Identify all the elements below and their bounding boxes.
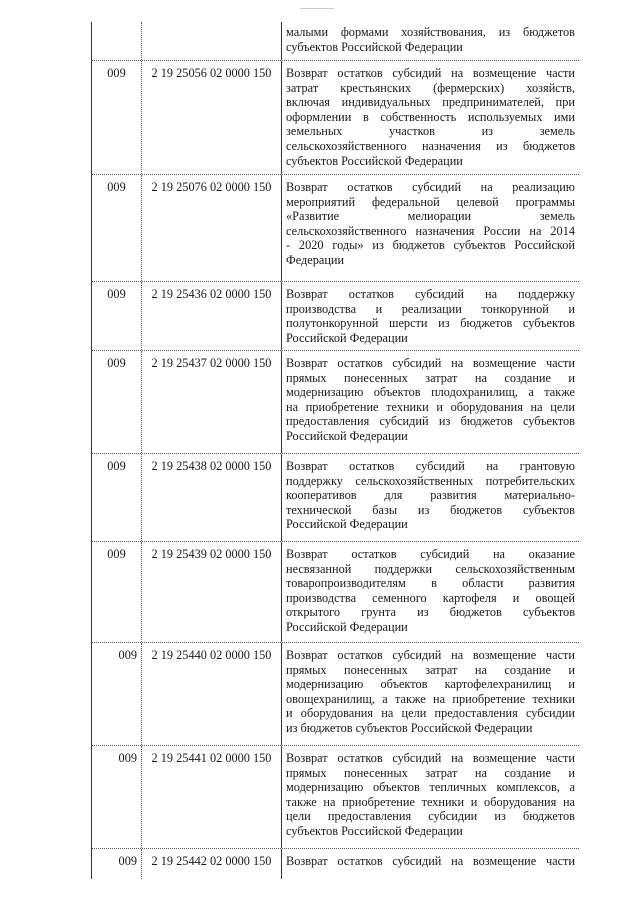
admin-code-cell: 009 — [92, 175, 142, 281]
table-row — [92, 643, 579, 746]
text-line: сельскохозяйственного назначения из бюджетов — [286, 138, 575, 153]
text-line: из бюджетов субъектов Российской Федерации — [286, 720, 533, 735]
text-line: на приобретение техники и оборудования на цели — [286, 399, 575, 414]
kbk-code-cell — [142, 22, 282, 60]
table-row — [92, 454, 579, 542]
table-row — [92, 22, 579, 61]
text-line: Российской Федерации — [286, 517, 408, 532]
text-line: модернизацию объектов тепличных комплексов, а — [286, 780, 575, 795]
admin-code-cell: 009 — [92, 542, 142, 642]
text-line: производства и реализации тонкорунной и — [286, 301, 575, 316]
income-name-cell — [282, 22, 579, 60]
admin-code-cell: 009 — [92, 351, 142, 453]
text-line: - 2020 годы» из бюджетов субъектов Российской — [286, 238, 575, 253]
text-line: товаропроизводителям в области развития — [286, 576, 575, 591]
text-line: овощехранилищ, а также на приобретение техники — [286, 691, 575, 706]
text-line: Возврат остатков субсидий на возмещение части — [286, 854, 575, 868]
text-line: земельных участков из земель — [286, 124, 575, 139]
text-line: полутонкорунной шерсти из бюджетов субъектов — [286, 316, 575, 331]
text-line: субъектов Российской Федерации — [286, 823, 463, 838]
text-line: оформлении в собственность используемых ими — [286, 109, 575, 124]
text-line: малыми формами хозяйствования, из бюджетов — [286, 25, 575, 39]
income-name-cell — [282, 542, 579, 642]
kbk-code-cell: 2 19 25437 02 0000 150 — [142, 351, 282, 453]
table-row — [92, 746, 579, 849]
text-line: модернизацию объектов картофелехранилищ и — [286, 677, 575, 692]
kbk-code-cell: 2 19 25440 02 0000 150 — [142, 643, 282, 745]
text-line: «Развитие мелиорации земель — [286, 209, 575, 224]
admin-code-cell: 009 — [92, 643, 142, 745]
income-name-cell — [282, 61, 579, 174]
text-line: Возврат остатков субсидий на возмещение части — [286, 66, 575, 80]
text-line: Возврат остатков субсидий на возмещение части — [286, 648, 575, 662]
income-name-cell — [282, 282, 579, 350]
text-line: прямых понесенных затрат на создание и — [286, 370, 575, 385]
income-name-cell — [282, 849, 579, 879]
table-row — [92, 282, 579, 351]
income-name-cell — [282, 746, 579, 848]
table-row — [92, 351, 579, 454]
kbk-code-cell: 2 19 25441 02 0000 150 — [142, 746, 282, 848]
text-line: Возврат остатков субсидий на оказание — [286, 547, 575, 561]
text-line: затрат крестьянских (фермерских) хозяйств, — [286, 80, 575, 95]
income-name-cell — [282, 643, 579, 745]
text-line: мероприятий федеральной целевой программы — [286, 194, 575, 209]
text-line: сельскохозяйственного назначения России на 2014 — [286, 223, 575, 238]
table-row — [92, 542, 579, 643]
income-name-cell — [282, 351, 579, 453]
text-line: технической базы из бюджетов субъектов — [286, 502, 575, 517]
admin-code-cell: 009 — [92, 849, 142, 879]
admin-code-cell — [92, 22, 142, 60]
text-line: поддержку сельскохозяйственных потребительских — [286, 473, 575, 488]
text-line: Возврат остатков субсидий на поддержку — [286, 287, 575, 301]
text-line: производства семенного картофеля и овощей — [286, 590, 575, 605]
kbk-code-cell: 2 19 25439 02 0000 150 — [142, 542, 282, 642]
text-line: Российской Федерации — [286, 619, 408, 634]
budget-codes-table — [91, 22, 579, 879]
text-line: субъектов Российской Федерации — [286, 39, 463, 54]
text-line: также на приобретение техники и оборудования на — [286, 794, 575, 809]
text-line: включая индивидуальных предпринимателей, при — [286, 95, 575, 110]
kbk-code-cell: 2 19 25056 02 0000 150 — [142, 61, 282, 174]
kbk-code-cell: 2 19 25436 02 0000 150 — [142, 282, 282, 350]
kbk-code-cell: 2 19 25438 02 0000 150 — [142, 454, 282, 541]
admin-code-cell: 009 — [92, 61, 142, 174]
table-row — [92, 175, 579, 282]
table-row — [92, 849, 579, 879]
text-line: субъектов Российской Федерации — [286, 153, 463, 168]
admin-code-cell: 009 — [92, 746, 142, 848]
text-line: Возврат остатков субсидий на возмещение части — [286, 751, 575, 765]
text-line: открытого грунта из бюджетов субъектов — [286, 605, 575, 620]
text-line: Возврат остатков субсидий на реализацию — [286, 180, 575, 194]
kbk-code-cell: 2 19 25076 02 0000 150 — [142, 175, 282, 281]
kbk-code-cell: 2 19 25442 02 0000 150 — [142, 849, 282, 879]
admin-code-cell: 009 — [92, 454, 142, 541]
text-line: Федерации — [286, 252, 345, 267]
text-line: цели предоставления субсидии из бюджетов — [286, 809, 575, 824]
text-line: предоставления субсидий из бюджетов субъектов — [286, 414, 575, 429]
text-line: Российской Федерации — [286, 428, 408, 443]
page-header-mark — [300, 8, 334, 9]
admin-code-cell: 009 — [92, 282, 142, 350]
income-name-cell — [282, 175, 579, 281]
income-name-cell — [282, 454, 579, 541]
text-line: несвязанной поддержки сельскохозяйственным — [286, 561, 575, 576]
table-row — [92, 61, 579, 175]
text-line: прямых понесенных затрат на создание и — [286, 765, 575, 780]
text-line: и оборудования на цели предоставления субсидии — [286, 706, 575, 721]
text-line: модернизацию объектов плодохранилищ, а также — [286, 385, 575, 400]
text-line: прямых понесенных затрат на создание и — [286, 662, 575, 677]
text-line: Возврат остатков субсидий на грантовую — [286, 459, 575, 473]
text-line: кооперативов для развития материально- — [286, 488, 575, 503]
text-line: Возврат остатков субсидий на возмещение части — [286, 356, 575, 370]
text-line: Российской Федерации — [286, 330, 408, 345]
